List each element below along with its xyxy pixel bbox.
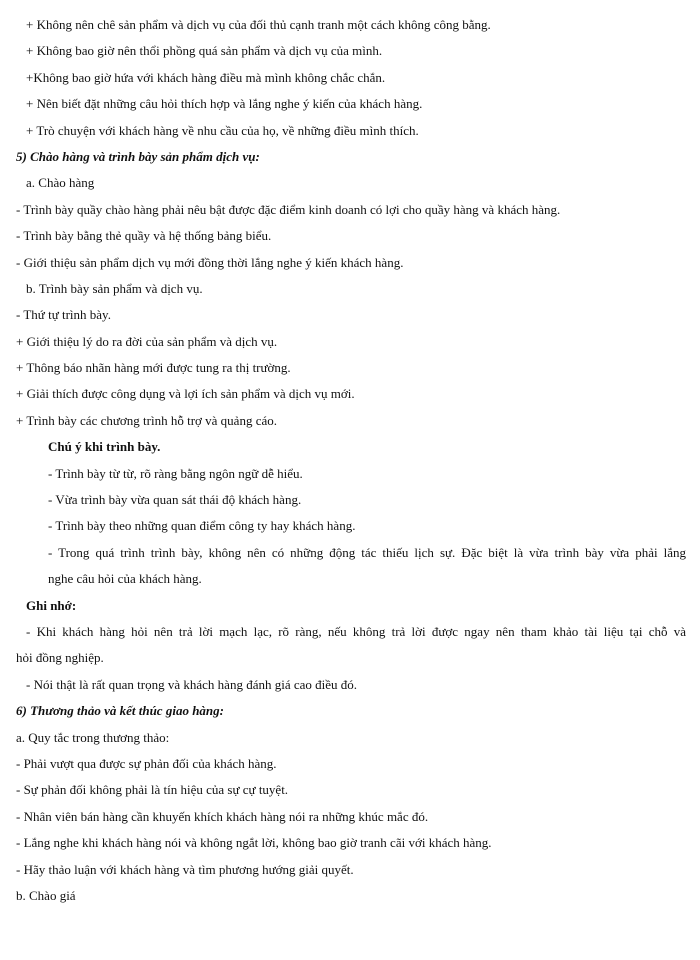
subsection-heading: a. Chào hàng [26,175,95,191]
dash-item: - Phải vượt qua được sự phản đối của khách hàng. [16,755,277,771]
bullet-item: + Trình bày các chương trình hỗ trợ và quảng cáo. [16,412,277,428]
dash-item: - Nói thật là rất quan trọng và khách hàng đánh giá cao điều đó. [26,676,358,692]
dash-item: - Trong quá trình trình bày, không nên có những động tác thiếu lịch sự. Đặc biệt là vừa trình bày vừa phải lắng [48,544,686,560]
bullet-item: +Không bao giờ hứa với khách hàng điều mà mình không chắc chắn. [26,69,386,85]
dash-item: - Lắng nghe khi khách hàng nói và không ngắt lời, không bao giờ tranh cãi với khách hàng. [16,835,492,851]
bullet-item: + Giới thiệu lý do ra đời của sản phẩm và dịch vụ. [16,333,278,349]
bullet-item: + Giải thích được công dụng và lợi ích sản phẩm và dịch vụ mới. [16,386,355,402]
section-heading: 6) Thương thảo và kết thúc giao hàng: [16,703,224,719]
dash-item: - Trình bày bằng thẻ quầy và hệ thống bảng biểu. [16,228,272,244]
section-heading: 5) Chào hàng và trình bày sản phẩm dịch vụ: [16,148,260,164]
note-heading: Chú ý khi trình bày. [48,439,161,455]
dash-item: - Nhân viên bán hàng cần khuyến khích khách hàng nói ra những khúc mắc đó. [16,808,429,824]
bullet-item: + Không nên chê sản phẩm và dịch vụ của đối thủ cạnh tranh một cách không công bằng. [26,17,491,32]
dash-item: - Sự phản đối không phải là tín hiệu của sự cự tuyệt. [16,782,289,798]
subsection-heading: b. Chào giá [16,887,76,903]
bullet-item: + Thông báo nhãn hàng mới được tung ra thị trường. [16,360,291,376]
dash-item: - Khi khách hàng hỏi nên trả lời mạch lạc, rõ ràng, nếu không trả lời được ngay nên tham khảo tài liệu tại chỗ và [26,623,686,639]
subsection-heading: b. Trình bày sản phẩm và dịch vụ. [26,280,203,296]
dash-item: - Thứ tự trình bày. [16,307,111,323]
bullet-item: + Không bao giờ nên thổi phồng quá sản phẩm và dịch vụ của mình. [26,43,383,59]
dash-item: - Hãy thảo luận với khách hàng và tìm phương hướng giải quyết. [16,861,354,877]
dash-item: - Giới thiệu sản phẩm dịch vụ mới đồng thời lắng nghe ý kiến khách hàng. [16,254,404,270]
remember-heading: Ghi nhớ: [26,597,77,613]
subsection-heading: a. Quy tắc trong thương thảo: [16,729,170,745]
continuation-line: nghe câu hỏi của khách hàng. [48,571,202,587]
bullet-item: + Trò chuyện với khách hàng về nhu cầu của họ, về những điều mình thích. [26,122,419,138]
dash-item: - Trình bày theo những quan điểm công ty hay khách hàng. [48,518,356,534]
dash-item: - Trình bày từ từ, rõ ràng bằng ngôn ngữ dễ hiểu. [48,465,303,481]
bullet-item: + Nên biết đặt những câu hỏi thích hợp và lắng nghe ý kiến của khách hàng. [26,96,423,112]
continuation-line: hỏi đồng nghiệp. [16,650,104,666]
dash-item: - Vừa trình bày vừa quan sát thái độ khách hàng. [48,492,302,508]
dash-item: - Trình bày quầy chào hàng phải nêu bật được đặc điểm kinh doanh có lợi cho quầy hàng và khách hàng. [16,201,561,217]
